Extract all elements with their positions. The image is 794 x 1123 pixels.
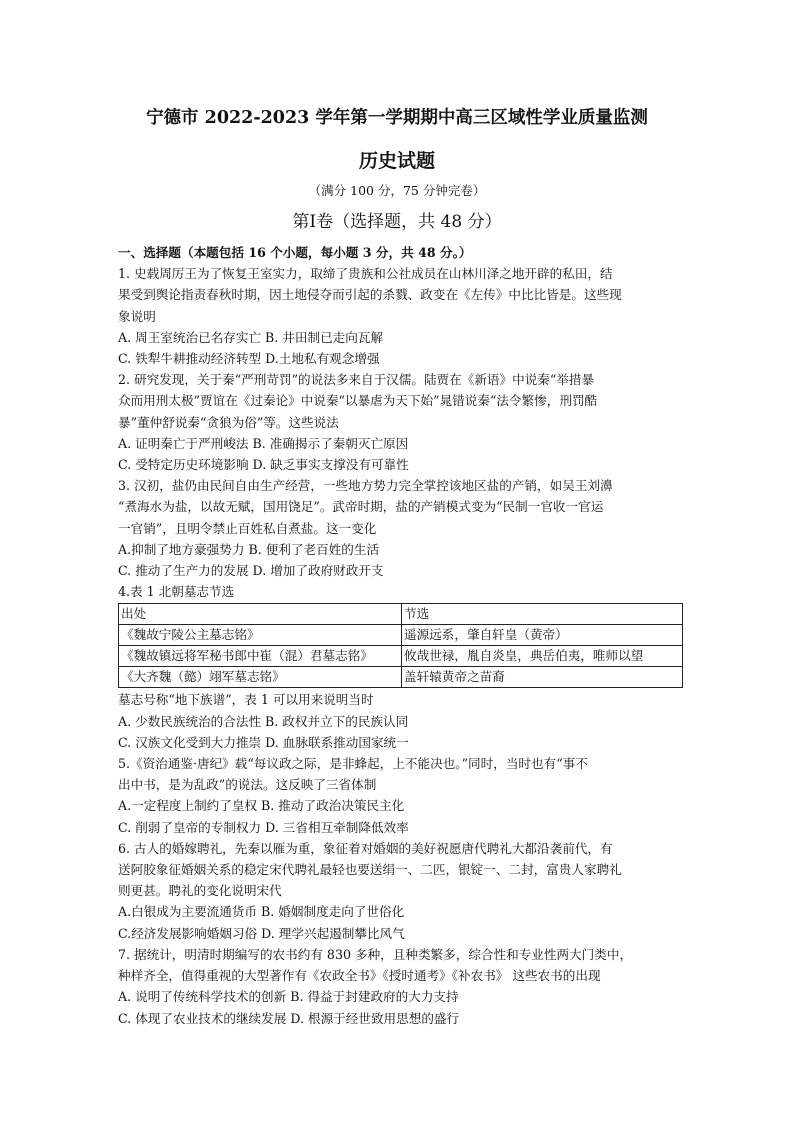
section-heading: 一、选择题（本题包括 16 个小题，每小题 3 分，共 48 分。） — [118, 245, 472, 260]
answer-options: C. 汉族文化受到大力推崇 D. 血脉联系推动国家统一 — [118, 734, 409, 750]
answer-options: A. 周王室统治已名存实亡 B. 井田制已走向瓦解 — [118, 329, 384, 345]
answer-options: C. 推动了生产力的发展 D. 增加了政府财政开支 — [118, 563, 384, 579]
question-text: 则更甚。聘礼的变化说明宋代 — [118, 883, 282, 899]
question-text: 3. 汉初，盐仍由民间自由生产经营，一些地方势力完全掌控该地区盐的产销，如吴王刘濞 — [118, 478, 613, 494]
answer-options: A. 少数民族统治的合法性 B. 政权并立下的民族认同 — [118, 713, 409, 729]
question-text: 暴”董仲舒说秦“贪狼为俗”等。这些说法 — [118, 414, 339, 430]
table-row — [119, 667, 683, 688]
questions-body — [118, 242, 684, 1029]
table-cell: 《大齐魏（懿）翊军墓志铭》 — [119, 667, 402, 688]
question-text: 一官销”，且明令禁止百姓私自煮盐。这一变化 — [118, 520, 377, 536]
question-text: 墓志号称“地下族谱”，表 1 可以用来说明当时 — [118, 692, 374, 708]
answer-options: C. 削弱了皇帝的专制权力 D. 三省相互牵制降低效率 — [118, 819, 409, 835]
question-text: 1. 史载周厉王为了恢复王室实力，取缔了贵族和公社成员在山林川泽之地开辟的私田，结 — [118, 266, 613, 282]
question-text: 果受到舆论指责春秋时期，因土地侵夺而引起的杀戮、政变在《左传》中比比皆是。这些现 — [118, 287, 622, 303]
volume-heading: 第Ⅰ卷（选择题，共 48 分） — [292, 212, 502, 232]
table-cell: 攸哉世禄，胤自炎皇，典岳伯夷，唯师以望 — [402, 646, 683, 667]
answer-options: A.抑制了地方豪强势力 B. 便利了老百姓的生活 — [118, 541, 380, 557]
table-header-row — [119, 604, 683, 625]
question-text: 众而用刑太极”贾谊在《过秦论》中说秦“以暴虐为天下始”晁错说秦“法令繁惨，刑罚酷 — [118, 393, 598, 409]
answer-options: A. 说明了传统科学技术的创新 B. 得益于封建政府的大力支持 — [118, 989, 459, 1005]
answer-options: A.一定程度上制约了皇权 B. 推动了政治决策民主化 — [118, 798, 405, 814]
question-text: 5.《资治通鉴·唐纪》载“每议政之际，是非蜂起，上不能决也。”同时，当时也有“事不 — [118, 756, 588, 772]
table-row — [119, 646, 683, 667]
question-text: 6. 古人的婚嫁聘礼，先秦以雁为重，象征着对婚姻的美好祝愿唐代聘礼大都沿袭前代，有 — [118, 840, 613, 856]
question-text: 7. 据统计，明清时期编写的农书约有 830 多种，且种类繁多，综合性和专业性两大门类中， — [118, 946, 633, 962]
subject-title: 历史试题 — [358, 150, 435, 172]
table-cell: 《魏故镇远将军秘书郎中崔（混）君墓志铭》 — [119, 646, 402, 667]
table-header-cell: 出处 — [119, 604, 402, 625]
question-text: 送阿胶象征婚姻关系的稳定宋代聘礼最轻也要送绢一、二匹，银锭一、二封，富贵人家聘礼 — [118, 862, 622, 878]
question-text: 2. 研究发现，关于秦“严刑苛罚”的说法多来自于汉儒。陆贾在《新语》中说秦“举措暴 — [118, 372, 595, 388]
table-row — [119, 625, 683, 646]
answer-options: C.经济发展影响婚姻习俗 D. 理学兴起遏制攀比风气 — [118, 925, 405, 941]
table-cell: 盖轩辕黄帝之苗裔 — [402, 667, 683, 688]
question-text: 种样齐全，值得重视的大型著作有《农政全书》《授时通考》《补农书》 这些农书的出现 — [118, 968, 601, 984]
answer-options: A.白银成为主要流通货币 B. 婚姻制度走向了世俗化 — [118, 904, 405, 920]
table-header-cell: 节选 — [402, 604, 683, 625]
exam-title: 宁德市 2022-2023 学年第一学期期中高三区域性学业质量监测 — [146, 108, 648, 128]
question-text: 象说明 — [118, 308, 156, 324]
answer-options: C. 铁犁牛耕推动经济转型 D.土地私有观念增强 — [118, 351, 380, 367]
epitaph-table — [118, 603, 683, 688]
answer-options: C. 体现了农业技术的继续发展 D. 根源于经世致用思想的盛行 — [118, 1010, 460, 1026]
answer-options: A. 证明秦亡于严刑峻法 B. 准确揭示了秦朝灭亡原因 — [118, 435, 409, 451]
table-caption: 4.表 1 北朝墓志节选 — [118, 584, 235, 600]
question-text: “煮海水为盐，以故无赋，国用饶足”。武帝时期，盐的产销模式变为“民制一官收一官运 — [118, 499, 604, 515]
exam-meta: （满分 100 分，75 分钟完卷） — [308, 183, 486, 198]
table-cell: 遥源远系，肇自轩皇（黄帝） — [402, 625, 683, 646]
table-cell: 《魏故宁陵公主墓志铭》 — [119, 625, 402, 646]
question-text: 出中书，是为乱政”的说法。这反映了三省体制 — [118, 777, 377, 793]
answer-options: C. 受特定历史环境影响 D. 缺乏事实支撑没有可靠性 — [118, 457, 409, 473]
